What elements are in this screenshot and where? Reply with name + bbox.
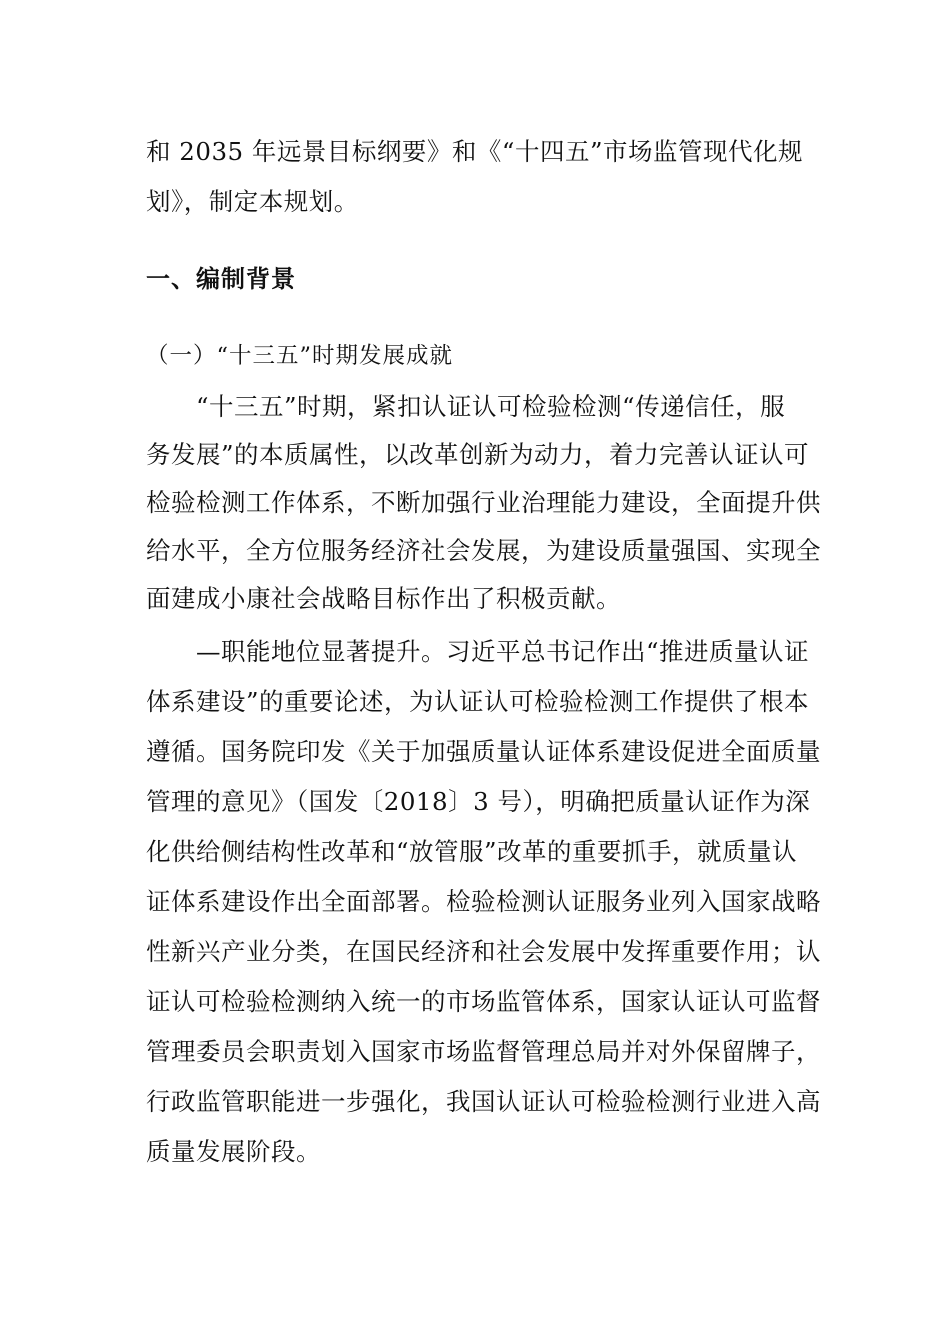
paragraph2-line-3: 遵循。国务院印发《关于加强质量认证体系建设促进全面质量 [146,737,821,766]
intro-line-2: 划》，制定本规划。 [146,187,359,216]
paragraph2-line-2: 体系建设”的重要论述，为认证认可检验检测工作提供了根本 [146,687,810,716]
paragraph1-line-5: 面建成小康社会战略目标作出了积极贡献。 [146,584,621,613]
paragraph2-line-6: 证体系建设作出全面部署。检验检测认证服务业列入国家战略 [146,887,821,916]
subsection-heading: （一）“十三五”时期发展成就 [146,343,454,369]
paragraph2-line-11: 质量发展阶段。 [146,1137,321,1166]
paragraph2-line-10: 行政监管职能进一步强化，我国认证认可检验检测行业进入高 [146,1087,821,1116]
paragraph1-line-2: 务发展”的本质属性，以改革创新为动力，着力完善认证认可 [146,440,810,469]
paragraph2-line-5: 化供给侧结构性改革和“放管服”改革的重要抓手，就质量认 [146,837,798,866]
paragraph1-line-1: “十三五”时期，紧扣认证认可检验检测“传递信任，服 [196,392,786,421]
paragraph2-line-1: —职能地位显著提升。习近平总书记作出“推进质量认证 [196,637,810,666]
paragraph1-line-4: 给水平，全方位服务经济社会发展，为建设质量强国、实现全 [146,536,821,565]
section-heading: 一、编制背景 [146,265,296,293]
paragraph1-line-3: 检验检测工作体系，不断加强行业治理能力建设，全面提升供 [146,488,821,517]
intro-line-1: 和 2035 年远景目标纲要》和《“十四五”市场监管现代化规 [146,137,803,166]
paragraph2-line-8: 证认可检验检测纳入统一的市场监管体系，国家认证认可监督 [146,987,821,1016]
paragraph2-line-7: 性新兴产业分类，在国民经济和社会发展中发挥重要作用；认 [146,937,821,966]
paragraph2-line-4: 管理的意见》（国发〔2018〕3 号），明确把质量认证作为深 [146,787,811,816]
paragraph2-line-9: 管理委员会职责划入国家市场监督管理总局并对外保留牌子， [146,1037,821,1066]
